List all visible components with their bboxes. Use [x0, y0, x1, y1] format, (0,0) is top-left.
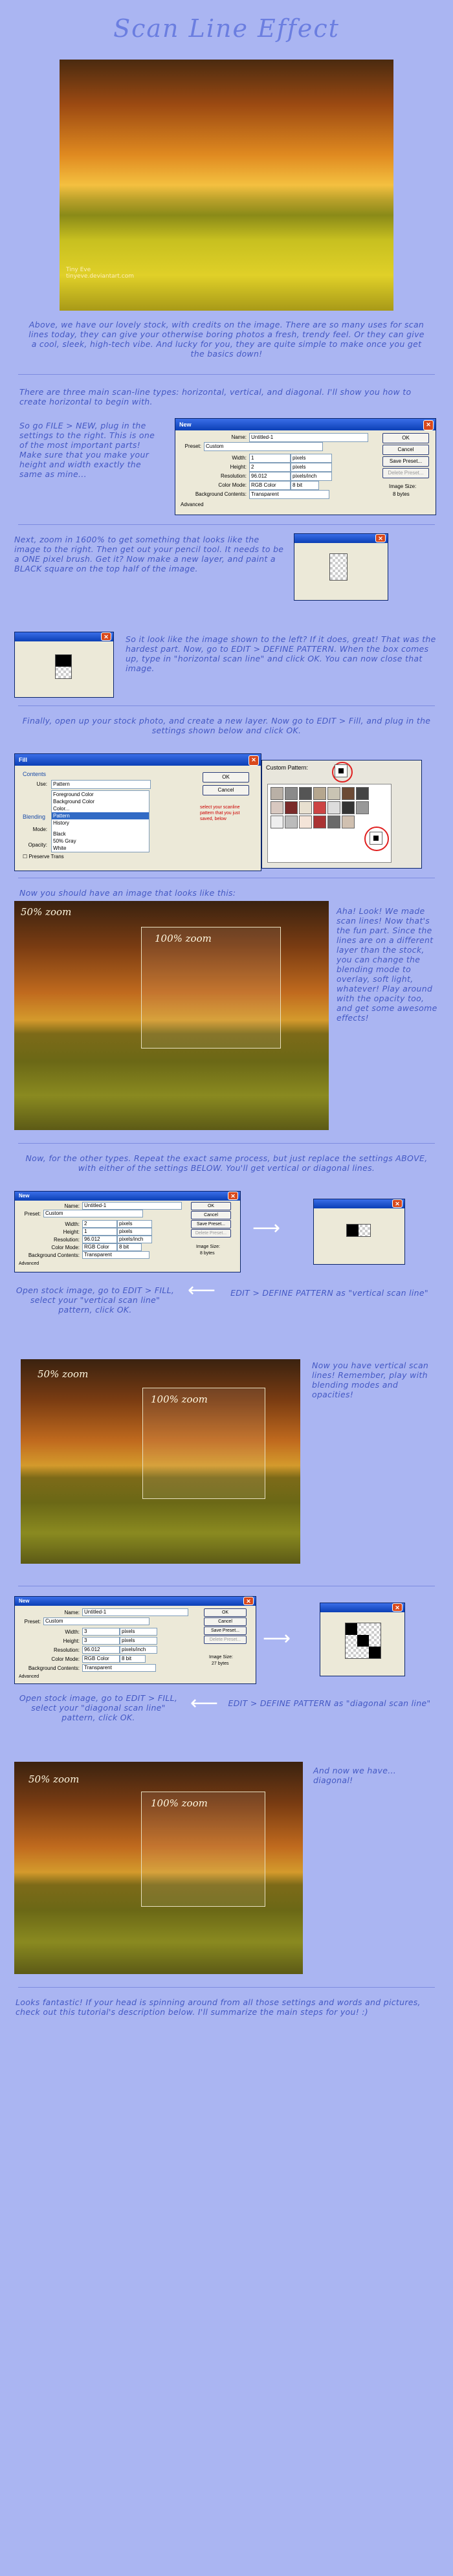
- pattern-swatch[interactable]: [285, 816, 298, 828]
- selected-pattern-swatch[interactable]: [335, 764, 348, 777]
- option-background[interactable]: Background Color: [53, 799, 95, 805]
- image-size-label: Image Size:: [196, 1245, 220, 1249]
- pattern-swatch[interactable]: [342, 816, 355, 828]
- image-size-label: Image Size:: [389, 483, 417, 489]
- resolution-field[interactable]: 96.012: [82, 1236, 117, 1243]
- preserve-checkbox[interactable]: ☐ Preserve Trans: [23, 854, 64, 860]
- cancel-button[interactable]: Cancel: [204, 1617, 247, 1626]
- arrow-left-icon: ⟵: [190, 1692, 219, 1715]
- photo-credit: Tiny Eve tinyeve.deviantart.com: [66, 267, 134, 280]
- pattern-swatch[interactable]: [271, 816, 283, 828]
- advanced-toggle[interactable]: Advanced: [181, 502, 204, 507]
- preset-label: Preset:: [24, 1211, 41, 1217]
- cancel-button[interactable]: Cancel: [382, 445, 429, 455]
- pattern-swatch[interactable]: [299, 816, 312, 828]
- height-label: Height:: [63, 1638, 80, 1644]
- zoom-label: 50% zoom: [38, 1368, 89, 1380]
- width-field[interactable]: 1: [249, 454, 291, 463]
- divider: [18, 1987, 435, 1988]
- custom-pattern-label: Custom Pattern:: [266, 764, 309, 771]
- image-size-label: Image Size:: [209, 1655, 233, 1660]
- use-dropdown-list[interactable]: [51, 790, 149, 852]
- pattern-swatch[interactable]: [342, 801, 355, 814]
- close-icon[interactable]: ✕: [423, 420, 434, 430]
- background-select[interactable]: Transparent: [249, 490, 329, 499]
- background-label: Background Contents:: [195, 491, 247, 497]
- canvas-preview: [346, 1224, 371, 1237]
- preset-select[interactable]: Custom: [204, 442, 323, 451]
- pattern-swatch[interactable]: [327, 801, 340, 814]
- option-color[interactable]: Color...: [53, 806, 70, 812]
- use-select[interactable]: Pattern: [51, 780, 151, 789]
- height-field[interactable]: 2: [249, 463, 291, 472]
- close-icon[interactable]: ✕: [101, 632, 111, 641]
- zoom-label: 50% zoom: [21, 906, 72, 918]
- other-types-text: Now, for the other types. Repeat the exact same process, but just replace the settings ABOVE, with either of the settings BELOW. You'll get vertical or diagonal lines.: [25, 1153, 428, 1173]
- height-label: Height:: [230, 464, 247, 470]
- scanline-types-text: There are three main scan-line types: horizontal, vertical, and diagonal. I'll show you how to create horizontal to begin with.: [19, 387, 412, 406]
- bit-depth-select[interactable]: 8 bit: [120, 1655, 146, 1663]
- name-field[interactable]: Untitled-1: [82, 1202, 182, 1210]
- new-dialog-diagonal: [14, 1596, 256, 1684]
- close-icon[interactable]: ✕: [249, 755, 259, 766]
- divider: [18, 1143, 435, 1144]
- color-mode-select[interactable]: RGB Color: [249, 481, 291, 490]
- option-black[interactable]: Black: [53, 831, 66, 837]
- height-label: Height:: [63, 1229, 80, 1235]
- divider: [18, 705, 435, 706]
- result-intro-text: Now you should have an image that looks like this:: [19, 888, 236, 898]
- dialog-title: New: [19, 1193, 30, 1199]
- preset-label: Preset:: [184, 443, 201, 449]
- zoom-region: [141, 927, 281, 1049]
- fill-instruction-text: Finally, open up your stock photo, and create a new layer. Now go to EDIT > Fill, and plug in the settings shown below and click OK.: [22, 716, 431, 735]
- color-mode-label: Color Mode:: [218, 482, 247, 488]
- diagonal-define-text: EDIT > DEFINE PATTERN as "diagonal scan line": [228, 1698, 431, 1708]
- zoom-label: 50% zoom: [28, 1773, 80, 1785]
- width-unit-select[interactable]: pixels: [120, 1628, 157, 1636]
- close-icon[interactable]: ✕: [392, 1199, 403, 1208]
- width-unit-select[interactable]: pixels: [117, 1220, 152, 1228]
- cancel-button[interactable]: Cancel: [191, 1211, 231, 1219]
- pattern-swatch[interactable]: [271, 787, 283, 800]
- black-square: [346, 1623, 357, 1635]
- option-pattern[interactable]: Pattern: [52, 812, 149, 819]
- resolution-field[interactable]: 96.012: [82, 1646, 120, 1654]
- close-icon[interactable]: ✕: [243, 1597, 254, 1605]
- ok-button[interactable]: OK: [382, 433, 429, 443]
- resolution-label: Resolution:: [53, 1237, 80, 1243]
- pattern-swatch[interactable]: [356, 801, 369, 814]
- use-label: Use:: [36, 781, 47, 787]
- color-mode-label: Color Mode:: [51, 1656, 80, 1662]
- color-mode-label: Color Mode:: [51, 1245, 80, 1250]
- pattern-grid: [267, 784, 392, 863]
- pattern-swatch[interactable]: [299, 801, 312, 814]
- dialog-title: Fill: [19, 757, 27, 763]
- option-foreground[interactable]: Foreground Color: [53, 792, 94, 797]
- zoom-inner-label: 100% zoom: [151, 1797, 208, 1809]
- name-label: Name:: [64, 1203, 80, 1209]
- page-title: Scan Line Effect: [113, 14, 340, 43]
- option-history[interactable]: History: [53, 820, 69, 826]
- blending-label: Blending: [23, 814, 46, 820]
- pattern-swatch[interactable]: [313, 816, 326, 828]
- delete-preset-button[interactable]: Delete Preset...: [191, 1229, 231, 1238]
- result-photo-vertical: [21, 1359, 300, 1564]
- black-square: [357, 1635, 369, 1647]
- mode-label: Mode:: [32, 827, 47, 832]
- canvas-preview: [329, 553, 348, 581]
- option-gray[interactable]: 50% Gray: [53, 838, 76, 844]
- new-dialog-horizontal: [175, 418, 436, 515]
- bit-depth-select[interactable]: 8 bit: [117, 1243, 142, 1251]
- intro-text: Above, we have our lovely stock, with credits on the image. There are so many uses for scan lines today, they can give your otherwise boring photos a fresh, trendy feel. Or they can give a cool, sleek, high-tech vibe. And lucky for you, they are quite simple to make once you get the basics down!: [28, 320, 425, 359]
- pattern-swatch[interactable]: [327, 787, 340, 800]
- define-pattern-text: So it look like the image shown to the left? If it does, great! That was the hardest part. Now, go to EDIT > DEFINE PATTERN. When the box comes up, type in "horizontal scan line" and click OK. You can now close that image.: [126, 634, 436, 673]
- zoom-window-1: [294, 533, 388, 601]
- background-select[interactable]: Transparent: [82, 1251, 149, 1259]
- delete-preset-button[interactable]: Delete Preset...: [382, 468, 429, 478]
- width-label: Width:: [65, 1221, 80, 1227]
- vertical-pattern-window: [313, 1199, 405, 1265]
- pattern-swatch[interactable]: [313, 801, 326, 814]
- zoom-inner-label: 100% zoom: [151, 1393, 208, 1405]
- option-white[interactable]: White: [53, 845, 67, 851]
- preset-select[interactable]: Custom: [43, 1210, 143, 1217]
- color-mode-select[interactable]: RGB Color: [82, 1655, 120, 1663]
- color-mode-select[interactable]: RGB Color: [82, 1243, 117, 1251]
- arrow-right-icon: ⟶: [252, 1217, 281, 1239]
- pattern-swatch[interactable]: [271, 801, 283, 814]
- close-icon[interactable]: ✕: [375, 534, 386, 542]
- zoom-pencil-text: Next, zoom in 1600% to get something that looks like the image to the right. Then get out your pencil tool. It needs to be a ONE pixel brush. Get it? Now make a new layer, and paint a BLACK square on the top half of the image.: [14, 535, 284, 573]
- close-icon[interactable]: ✕: [228, 1192, 238, 1200]
- diagonal-pattern-window: [320, 1603, 405, 1676]
- result-photo-horizontal: [14, 901, 329, 1130]
- diagonal-fill-text: Open stock image, go to EDIT > FILL, select your "diagonal scan line" pattern, click OK.: [19, 1693, 178, 1722]
- width-label: Width:: [65, 1629, 80, 1635]
- resolution-unit-select[interactable]: pixels/inch: [291, 472, 332, 481]
- result-photo-diagonal: [14, 1762, 303, 1974]
- image-size-value: 8 bytes: [200, 1251, 215, 1256]
- width-label: Width:: [232, 455, 247, 461]
- width-field[interactable]: 3: [82, 1628, 120, 1636]
- pattern-swatch[interactable]: [356, 787, 369, 800]
- height-unit-select[interactable]: pixels: [291, 463, 332, 472]
- resolution-label: Resolution:: [220, 473, 247, 479]
- name-field[interactable]: Untitled-1: [249, 433, 368, 442]
- pattern-swatch[interactable]: [327, 816, 340, 828]
- advanced-toggle[interactable]: Advanced: [19, 1261, 39, 1266]
- cancel-button[interactable]: Cancel: [203, 785, 249, 795]
- red-note: select your scanline pattern that you just saved, below: [200, 805, 240, 821]
- black-square: [56, 655, 71, 667]
- pattern-swatch[interactable]: [285, 787, 298, 800]
- fill-dialog: [14, 753, 261, 871]
- ok-button[interactable]: OK: [204, 1608, 247, 1617]
- zoom-inner-label: 100% zoom: [155, 933, 212, 944]
- image-size-value: 27 bytes: [212, 1661, 229, 1666]
- zoom-region: [141, 1792, 265, 1907]
- resolution-label: Resolution:: [53, 1647, 80, 1653]
- name-field[interactable]: Untitled-1: [82, 1608, 188, 1616]
- black-square: [369, 1647, 381, 1658]
- arrow-left-icon: ⟵: [188, 1279, 216, 1302]
- diagonal-result-text: And now we have... diagonal!: [313, 1766, 397, 1785]
- height-field[interactable]: 1: [82, 1228, 117, 1236]
- save-preset-button[interactable]: Save Preset...: [191, 1220, 231, 1228]
- ok-button[interactable]: OK: [191, 1202, 231, 1210]
- vertical-result-text: Now you have vertical scan lines! Remember, play with blending modes and opacities!: [312, 1360, 429, 1399]
- background-select[interactable]: Transparent: [82, 1664, 156, 1672]
- resolution-unit-select[interactable]: pixels/inch: [117, 1236, 152, 1243]
- canvas-preview: [55, 654, 72, 679]
- width-field[interactable]: 2: [82, 1220, 117, 1228]
- preset-label: Preset:: [24, 1619, 41, 1625]
- image-size-value: 8 bytes: [393, 491, 410, 497]
- height-unit-select[interactable]: pixels: [120, 1637, 157, 1645]
- preset-select[interactable]: Custom: [43, 1617, 149, 1625]
- pattern-swatch[interactable]: [342, 787, 355, 800]
- canvas-preview: [345, 1623, 381, 1659]
- closing-text: Looks fantastic! If your head is spinning around from all those settings and words and pictures, check out this tutorial's description below. I'll summarize the main steps for you! :): [16, 1997, 421, 2017]
- vertical-fill-text: Open stock image, go to EDIT > FILL, select your "vertical scan line" pattern, click OK.: [16, 1285, 175, 1315]
- resolution-field[interactable]: 96.012: [249, 472, 291, 481]
- opacity-label: Opacity:: [28, 842, 47, 848]
- black-square: [347, 1225, 359, 1236]
- divider: [18, 524, 435, 525]
- background-label: Background Contents:: [28, 1252, 80, 1258]
- height-unit-select[interactable]: pixels: [117, 1228, 152, 1236]
- ok-button[interactable]: OK: [203, 772, 249, 783]
- custom-pattern-panel: [261, 760, 422, 869]
- preserve-label: Preserve Trans: [28, 854, 64, 860]
- width-unit-select[interactable]: pixels: [291, 454, 332, 463]
- new-pattern-swatch[interactable]: [370, 832, 382, 845]
- divider: [18, 374, 435, 375]
- dialog-title: New: [179, 421, 192, 428]
- file-new-text: So go FILE > NEW, plug in the settings to the right. This is one of the most important parts! Make sure that you make your height and width exactly the same as mine...: [19, 421, 155, 479]
- background-label: Background Contents:: [28, 1665, 80, 1671]
- pattern-swatch[interactable]: [299, 787, 312, 800]
- arrow-right-icon: ⟶: [263, 1627, 291, 1650]
- new-dialog-vertical: [14, 1191, 241, 1272]
- blending-text: Aha! Look! We made scan lines! Now that's the fun part. Since the lines are on a different layer than the stock, you can change the blending mode to overlay, soft light, whatever! Play around with the opacity too, and get some awesome effects!: [337, 906, 437, 1023]
- vertical-define-text: EDIT > DEFINE PATTERN as "vertical scan line": [230, 1288, 428, 1298]
- name-label: Name:: [231, 434, 247, 440]
- zoom-region: [142, 1388, 265, 1499]
- name-label: Name:: [64, 1610, 80, 1616]
- zoom-window-2: [14, 632, 114, 698]
- resolution-unit-select[interactable]: pixels/inch: [120, 1646, 157, 1654]
- hero-photo: [60, 60, 393, 311]
- pattern-swatch[interactable]: [313, 787, 326, 800]
- save-preset-button[interactable]: Save Preset...: [382, 456, 429, 467]
- close-icon[interactable]: ✕: [392, 1603, 403, 1612]
- delete-preset-button[interactable]: Delete Preset...: [204, 1636, 247, 1644]
- save-preset-button[interactable]: Save Preset...: [204, 1627, 247, 1635]
- pattern-swatch[interactable]: [285, 801, 298, 814]
- contents-label: Contents: [23, 771, 47, 777]
- dialog-title: New: [19, 1598, 30, 1604]
- bit-depth-select[interactable]: 8 bit: [291, 481, 319, 490]
- advanced-toggle[interactable]: Advanced: [19, 1674, 39, 1679]
- height-field[interactable]: 3: [82, 1637, 120, 1645]
